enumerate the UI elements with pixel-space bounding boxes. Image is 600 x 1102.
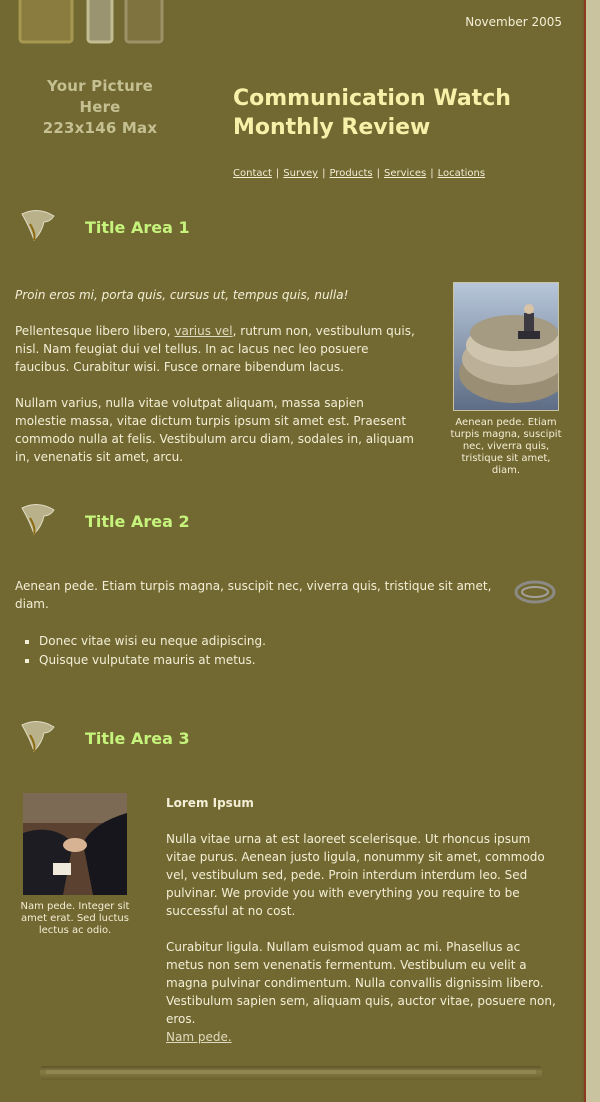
section-3-header bbox=[20, 719, 320, 759]
section-2-paragraph: Aenean pede. Etiam turpis magna, suscipit nec, viverra quis, tristique sit amet, diam. bbox=[15, 579, 492, 611]
nav-services[interactable]: Services bbox=[384, 168, 427, 179]
newsletter-title bbox=[233, 84, 563, 142]
top-nav bbox=[233, 168, 485, 179]
list-item: ▪ Donec vitae wisi eu neque adipiscing. bbox=[39, 632, 266, 651]
section-3-photo bbox=[15, 793, 135, 937]
section-1-intro: Proin eros mi, porta quis, cursus ut, tempus quis, nulla! bbox=[15, 288, 349, 302]
boomerang-icon bbox=[20, 208, 60, 244]
section-1-paragraph-1 bbox=[15, 322, 415, 376]
nav-separator: | bbox=[376, 168, 381, 179]
section-3-body bbox=[166, 794, 561, 1046]
section-1-photo-caption: Aenean pede. Etiam turpis magna, suscipit nec, viverra quis, tristique sit amet, diam. bbox=[450, 417, 562, 476]
section-1-paragraph-1-start: Pellentesque libero libero, bbox=[15, 324, 175, 338]
section-1-title: Title Area 1 bbox=[85, 218, 190, 237]
section-1-paragraph-1-end: , rutrum non, vestibulum quis, nisl. Nam feugiat dui vel tellus. In ac lacus nec leo posuere faucibus. Curabitur wisi. Fusce ornare bibendum lacus. bbox=[15, 324, 415, 374]
section-3-paragraph-2: Curabitur ligula. Nullam euismod quam ac mi. Phasellus ac metus non sem venenatis fermentum. Vestibulum eu velit a magna pulvinar condimentum. Nulla convallis dignissim libero. Vestibulum sapien sem, aliquam quis, auctor vitae, posuere non, eros. bbox=[166, 940, 556, 1026]
issue-date: November 2005 bbox=[465, 15, 562, 29]
section-1-body bbox=[15, 286, 415, 484]
section-1-header bbox=[20, 208, 320, 248]
footer-bar bbox=[40, 1066, 542, 1080]
section-1-paragraph-2: Nullam varius, nulla vitae volutpat aliquam, massa sapien molestie massa, vitae dictum turpis ipsum sit amet est. Praesent commodo nulla at felis. Vestibulum arcu diam, sodales in, aliquam in, venenatis sit amet, arcu. bbox=[15, 396, 414, 464]
section-3-heading: Lorem Ipsum bbox=[166, 796, 254, 810]
section-1-photo bbox=[447, 282, 565, 477]
boomerang-icon bbox=[20, 719, 60, 755]
header-decoration bbox=[18, 0, 168, 44]
nav-separator: | bbox=[275, 168, 280, 179]
nav-separator: | bbox=[322, 168, 326, 179]
section-2-bullet-list bbox=[15, 632, 266, 670]
section-2-body bbox=[15, 577, 495, 631]
handshake-photo bbox=[23, 793, 127, 895]
picture-placeholder-size: 223x146 Max bbox=[42, 119, 158, 137]
coins-photo bbox=[453, 282, 559, 411]
picture-placeholder bbox=[30, 76, 170, 139]
nav-products[interactable]: Products bbox=[329, 168, 373, 179]
section-2-title: Title Area 2 bbox=[85, 512, 190, 531]
nav-separator: | bbox=[430, 168, 434, 179]
picture-placeholder-label: Your Picture Here bbox=[47, 77, 153, 116]
nam-pede-link[interactable]: Nam pede. bbox=[166, 1030, 232, 1044]
title-line-1: Communication Watch bbox=[233, 86, 511, 111]
section-3-title: Title Area 3 bbox=[85, 729, 190, 748]
nav-survey[interactable]: Survey bbox=[283, 168, 319, 179]
inline-link-varius-vel[interactable]: varius vel bbox=[174, 324, 233, 338]
nav-contact[interactable]: Contact bbox=[233, 168, 272, 179]
ring-icon bbox=[514, 580, 556, 604]
right-border bbox=[582, 0, 600, 1102]
title-line-2: Monthly Review bbox=[233, 115, 431, 140]
section-3-paragraph-1: Nulla vitae urna at est laoreet scelerisque. Ut rhoncus ipsum vitae purus. Aenean justo ligula, nonummy sit amet, commodo vel, vestibulum sed, pede. Proin interdum interdum leo. Sed pulvinar. We provide you with everything you require to be successful at no cost. bbox=[166, 832, 545, 918]
nav-locations[interactable]: Locations bbox=[437, 168, 486, 179]
list-item: ▪ Quisque vulputate mauris at metus. bbox=[39, 651, 266, 670]
boomerang-icon bbox=[20, 502, 60, 538]
section-2-header bbox=[20, 502, 320, 542]
section-3-photo-caption: Nam pede. Integer sit amet erat. Sed luctus lectus ac odio. bbox=[20, 901, 130, 936]
